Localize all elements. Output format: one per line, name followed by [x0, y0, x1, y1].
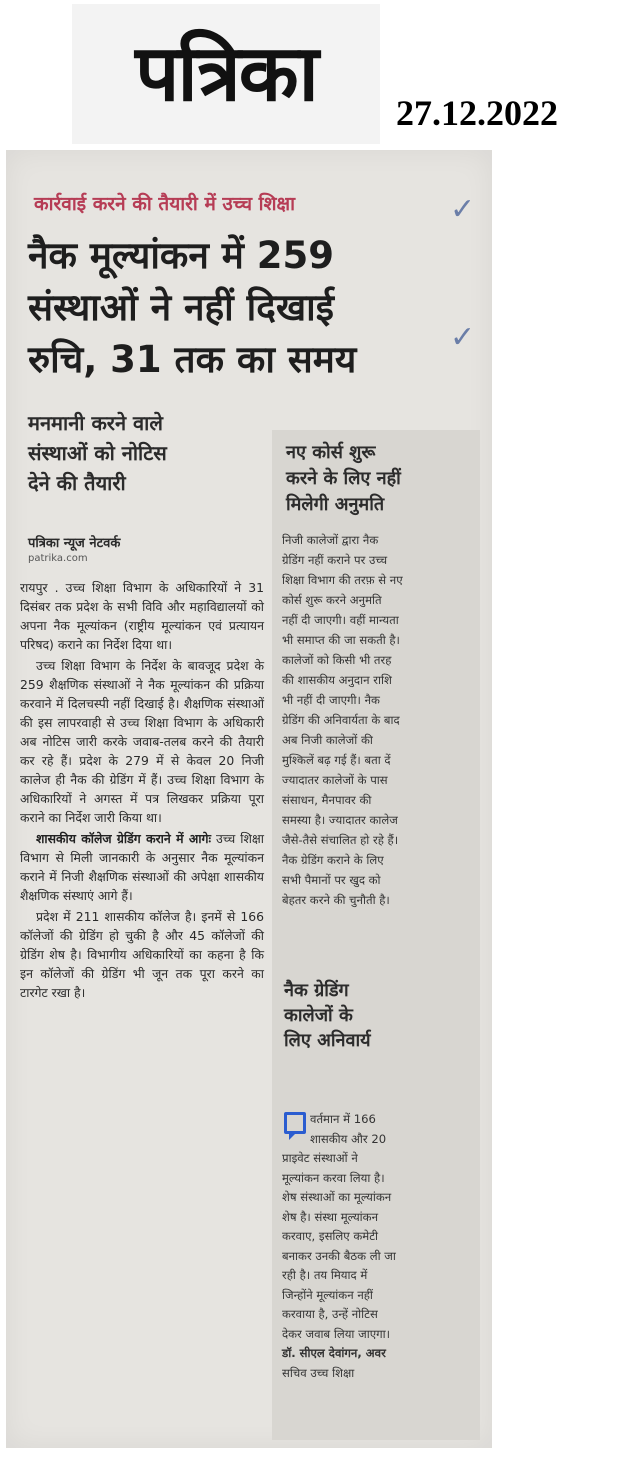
quote-line: शेष है। संस्था मूल्यांकन: [282, 1209, 379, 1224]
paragraph: प्रदेश में 211 शासकीय कॉलेज है। इनमें से 166 कॉलेजों की ग्रेडिंग हो चुकी है और 45 कॉलेजों की ग्रेडिंग शेष है। विभागीय अधिकारियों का कहना है कि इन कॉलेजों की ग्रेडिंग भी जून तक पूरा करने का टारगेट रखा है।: [20, 909, 264, 1000]
sidebar-body-line: ग्रेडिंग की अनिवार्यता के बाद: [282, 713, 400, 727]
quote-line: शासकीय और 20: [310, 1131, 387, 1146]
subhead: शासकीय कॉलेज ग्रेडिंग कराने में आगेः: [36, 831, 211, 846]
sidebar-body-line: संसाधन, मैनपावर की: [282, 793, 372, 807]
sidebar-heading-2: [284, 978, 474, 1053]
sidebar-body-line: बेहतर करने की चुनौती है।: [282, 893, 390, 907]
sidebar-body-line: समस्या है। ज्यादातर कालेज: [282, 813, 398, 827]
quote-line: करवाया है, उन्हें नोटिस: [282, 1307, 378, 1321]
checkmark-icon: ✓: [450, 192, 476, 227]
kicker: कार्रवाई करने की तैयारी में उच्च शिक्षा: [34, 193, 296, 215]
headline-line: संस्थाओं ने नहीं दिखाई: [28, 286, 334, 329]
sidebar-heading-line: नए कोर्स शुरू: [286, 442, 376, 463]
headline-line: नैक मूल्यांकन में 259: [28, 234, 334, 277]
sidebar-box: [272, 430, 480, 1440]
logo-text: पत्रिका: [135, 29, 317, 119]
sidebar-heading-line: नैक ग्रेडिंग: [284, 980, 349, 1001]
sidebar-body-line: कोर्स शुरू करने अनुमति: [282, 593, 382, 607]
quote-line: बनाकर उनकी बैठक ली जा: [282, 1248, 396, 1263]
quote-line: रही है। तय मियाद में: [282, 1268, 368, 1282]
quote-line: मूल्यांकन करवा लिया है।: [282, 1170, 385, 1185]
publication-date: 27.12.2022: [396, 93, 558, 133]
sidebar-body-line: शिक्षा विभाग की तरफ़ से नए: [282, 573, 403, 587]
sidebar-heading-line: कालेजों के: [284, 1005, 353, 1026]
sidebar-body-line: ज्यादातर कालेजों के पास: [282, 773, 388, 787]
byline: पत्रिका न्यूज नेटवर्क: [28, 536, 121, 551]
patrika-logo: [72, 4, 380, 144]
sidebar-body-line: नहीं दी जाएगी। वहीं मान्यता: [282, 613, 399, 627]
headline: [28, 230, 458, 386]
sidebar-heading-line: लिए अनिवार्य: [284, 1030, 371, 1051]
deck-line: संस्थाओं को नोटिस: [28, 441, 167, 465]
quote-line: वर्तमान में 166: [310, 1112, 376, 1126]
quote-line: शेष संस्थाओं का मूल्यांकन: [282, 1190, 392, 1204]
sidebar-body-line: भी समाप्त की जा सकती है।: [282, 633, 400, 647]
sidebar-body-line: निजी कालेजों द्वारा नैक: [282, 533, 379, 547]
sidebar-body: [282, 530, 474, 910]
quote-line: जिन्होंने मूल्यांकन नहीं: [282, 1287, 373, 1302]
paragraph: रायपुर . उच्च शिक्षा विभाग के अधिकारियों ने 31 दिसंबर तक प्रदेश के सभी विवि और महाविद्यालयों को अपना नैक मूल्यांकन (राष्ट्रीय मूल्यांकन एवं प्रत्यायन परिषद) कराने का निर्देश दिया था।: [20, 580, 264, 652]
quote-line: देकर जवाब लिया जाएगा।: [282, 1326, 391, 1341]
checkmark-icon: ✓: [450, 320, 476, 355]
deck: [28, 408, 258, 498]
article-body: [20, 578, 264, 1004]
headline-line: रुचि, 31 तक का समय: [28, 338, 357, 381]
signature-line: सचिव उच्च शिक्षा: [282, 1365, 355, 1380]
sidebar-body-line: ग्रेडिंग नहीं कराने पर उच्च: [282, 553, 388, 567]
paragraph: [20, 829, 264, 905]
sidebar-body-line: नैक ग्रेडिंग कराने के लिए: [282, 853, 384, 867]
site-name: patrika.com: [28, 553, 88, 564]
quote-line: करवाए, इसलिए कमेटी: [282, 1229, 379, 1243]
newspaper-clipping: [6, 150, 492, 1448]
sidebar-body-line: कालेजों को किसी भी तरह: [282, 653, 392, 667]
signature-line: डॉ. सीएल देवांगन, अवर: [282, 1346, 386, 1360]
deck-line: देने की तैयारी: [28, 471, 126, 495]
sidebar-body-line: मुश्किलें बढ़ गई हैं। बता दें: [282, 753, 391, 767]
sidebar-body-line: सभी पैमानों पर खुद को: [282, 873, 381, 887]
sidebar-heading: [286, 440, 472, 518]
sidebar-heading-line: मिलेगी अनुमति: [286, 494, 385, 515]
sidebar-body-line: भी नहीं दी जाएगी। नैक: [282, 693, 380, 707]
quote-line: प्राइवेट संस्थाओं ने: [282, 1151, 358, 1165]
deck-line: मनमानी करने वाले: [28, 411, 163, 435]
sidebar-heading-line: करने के लिए नहीं: [286, 468, 401, 489]
sidebar-body-line: जैसे-तैसे संचालित हो रहे हैं।: [282, 833, 399, 847]
sidebar-body-line: अब निजी कालेजों की: [282, 733, 373, 747]
sidebar-body-line: की शासकीय अनुदान राशि: [282, 673, 392, 687]
official-quote: [282, 1110, 474, 1383]
paragraph: उच्च शिक्षा विभाग के निर्देश के बावजूद प्रदेश के 259 शैक्षणिक संस्थाओं ने नैक मूल्यांकन की प्रक्रिया करवाने में दिलचस्पी नहीं दिखाई है। शैक्षणिक संस्थाओं की इस लापरवाही से उच्च शिक्षा विभाग के अधिकारी अब नोटिस जारी करके जवाब-तलब करने की तैयारी कर रहे हैं। प्रदेश के 279 में से केवल 20 निजी कालेज ही नैक की ग्रेडिंग में हैं। उच्च शिक्षा विभाग के अधिकारियों ने अगस्त में पत्र लिखकर प्रक्रिया पूरा कराने का निर्देश जारी किया था।: [20, 658, 264, 825]
paragraph-text: उच्च शिक्षा विभाग से मिली जानकारी के अनुसार नैक मूल्यांकन कराने में निजी शैक्षणिक संस्थाओं की अपेक्षा शासकीय शैक्षणिक संस्थाएं आगे हैं।: [20, 831, 264, 903]
